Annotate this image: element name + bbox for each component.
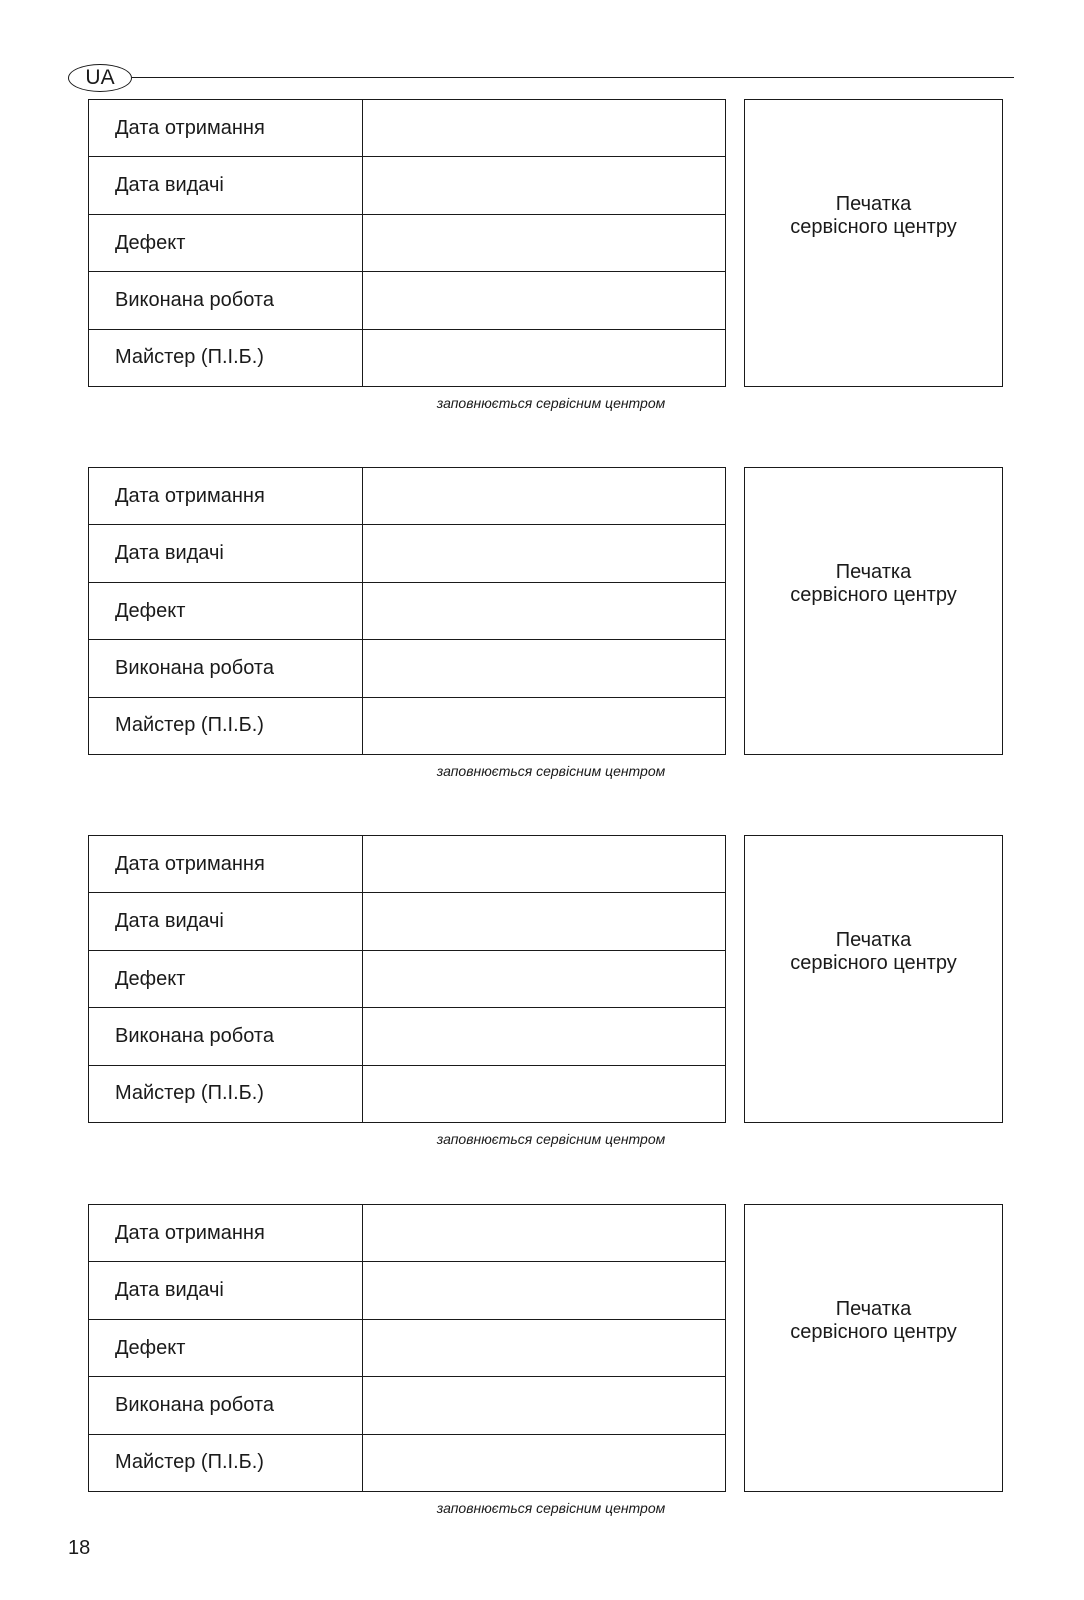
table-row bbox=[89, 272, 725, 329]
header-rule bbox=[132, 77, 1014, 78]
field-value bbox=[363, 893, 725, 949]
field-label: Виконана робота bbox=[89, 640, 363, 696]
table-row bbox=[89, 468, 725, 525]
table-row bbox=[89, 698, 725, 754]
filled-by-service-note: заповнюється сервісним центром bbox=[436, 1131, 666, 1147]
field-value bbox=[363, 1066, 725, 1122]
service-record-card bbox=[88, 467, 1014, 779]
filled-by-service-note: заповнюється сервісним центром bbox=[436, 1500, 666, 1516]
table-row bbox=[89, 1008, 725, 1065]
field-label: Виконана робота bbox=[89, 1008, 363, 1064]
filled-by-service-note: заповнюється сервісним центром bbox=[436, 395, 666, 411]
stamp-box bbox=[744, 1204, 1003, 1492]
field-label: Дата отримання bbox=[89, 100, 363, 156]
field-value bbox=[363, 1262, 725, 1318]
field-value bbox=[363, 951, 725, 1007]
field-label: Виконана робота bbox=[89, 1377, 363, 1433]
field-value bbox=[363, 1435, 725, 1491]
table-row bbox=[89, 640, 725, 697]
field-label: Дата видачі bbox=[89, 1262, 363, 1318]
filled-by-service-note: заповнюється сервісним центром bbox=[436, 763, 666, 779]
language-badge: UA bbox=[68, 64, 132, 92]
field-label: Дата видачі bbox=[89, 525, 363, 581]
field-label: Дата видачі bbox=[89, 893, 363, 949]
field-label: Виконана робота bbox=[89, 272, 363, 328]
table-row bbox=[89, 100, 725, 157]
stamp-label-line1: Печатка bbox=[835, 1298, 912, 1320]
stamp-label-line1: Печатка bbox=[835, 193, 912, 215]
stamp-label-line1: Печатка bbox=[835, 561, 912, 583]
field-value bbox=[363, 468, 725, 524]
field-label: Майстер (П.І.Б.) bbox=[89, 698, 363, 754]
table-row bbox=[89, 951, 725, 1008]
table-row bbox=[89, 1262, 725, 1319]
table-row bbox=[89, 836, 725, 893]
field-value bbox=[363, 525, 725, 581]
field-label: Дата отримання bbox=[89, 836, 363, 892]
service-record-table bbox=[88, 99, 726, 387]
field-label: Майстер (П.І.Б.) bbox=[89, 330, 363, 386]
field-value bbox=[363, 1008, 725, 1064]
stamp-label-line1: Печатка bbox=[835, 929, 912, 951]
stamp-label-line2: сервісного центру bbox=[790, 216, 957, 238]
service-record-card bbox=[88, 99, 1014, 411]
table-row bbox=[89, 893, 725, 950]
field-label: Дефект bbox=[89, 583, 363, 639]
stamp-box bbox=[744, 99, 1003, 387]
field-label: Дата отримання bbox=[89, 468, 363, 524]
stamp-box bbox=[744, 835, 1003, 1123]
field-value bbox=[363, 583, 725, 639]
service-record-table bbox=[88, 835, 726, 1123]
field-value bbox=[363, 272, 725, 328]
table-row bbox=[89, 1205, 725, 1262]
field-label: Дефект bbox=[89, 1320, 363, 1376]
table-row bbox=[89, 1435, 725, 1491]
field-value bbox=[363, 1377, 725, 1433]
field-value bbox=[363, 1320, 725, 1376]
field-label: Майстер (П.І.Б.) bbox=[89, 1435, 363, 1491]
stamp-label-line2: сервісного центру bbox=[790, 584, 957, 606]
field-value bbox=[363, 330, 725, 386]
service-record-card bbox=[88, 835, 1014, 1147]
field-label: Дата отримання bbox=[89, 1205, 363, 1261]
service-record-card bbox=[88, 1204, 1014, 1516]
table-row bbox=[89, 1320, 725, 1377]
field-value bbox=[363, 1205, 725, 1261]
field-label: Майстер (П.І.Б.) bbox=[89, 1066, 363, 1122]
field-value bbox=[363, 698, 725, 754]
field-value bbox=[363, 100, 725, 156]
service-record-table bbox=[88, 1204, 726, 1492]
field-label: Дефект bbox=[89, 951, 363, 1007]
table-row bbox=[89, 1066, 725, 1122]
table-row bbox=[89, 1377, 725, 1434]
field-label: Дефект bbox=[89, 215, 363, 271]
service-record-table bbox=[88, 467, 726, 755]
table-row bbox=[89, 525, 725, 582]
field-value bbox=[363, 215, 725, 271]
table-row bbox=[89, 215, 725, 272]
field-value bbox=[363, 640, 725, 696]
stamp-label-line2: сервісного центру bbox=[790, 1321, 957, 1343]
page-number: 18 bbox=[68, 1537, 91, 1559]
field-label: Дата видачі bbox=[89, 157, 363, 213]
stamp-box bbox=[744, 467, 1003, 755]
field-value bbox=[363, 836, 725, 892]
field-value bbox=[363, 157, 725, 213]
table-row bbox=[89, 330, 725, 386]
table-row bbox=[89, 157, 725, 214]
stamp-label-line2: сервісного центру bbox=[790, 952, 957, 974]
table-row bbox=[89, 583, 725, 640]
